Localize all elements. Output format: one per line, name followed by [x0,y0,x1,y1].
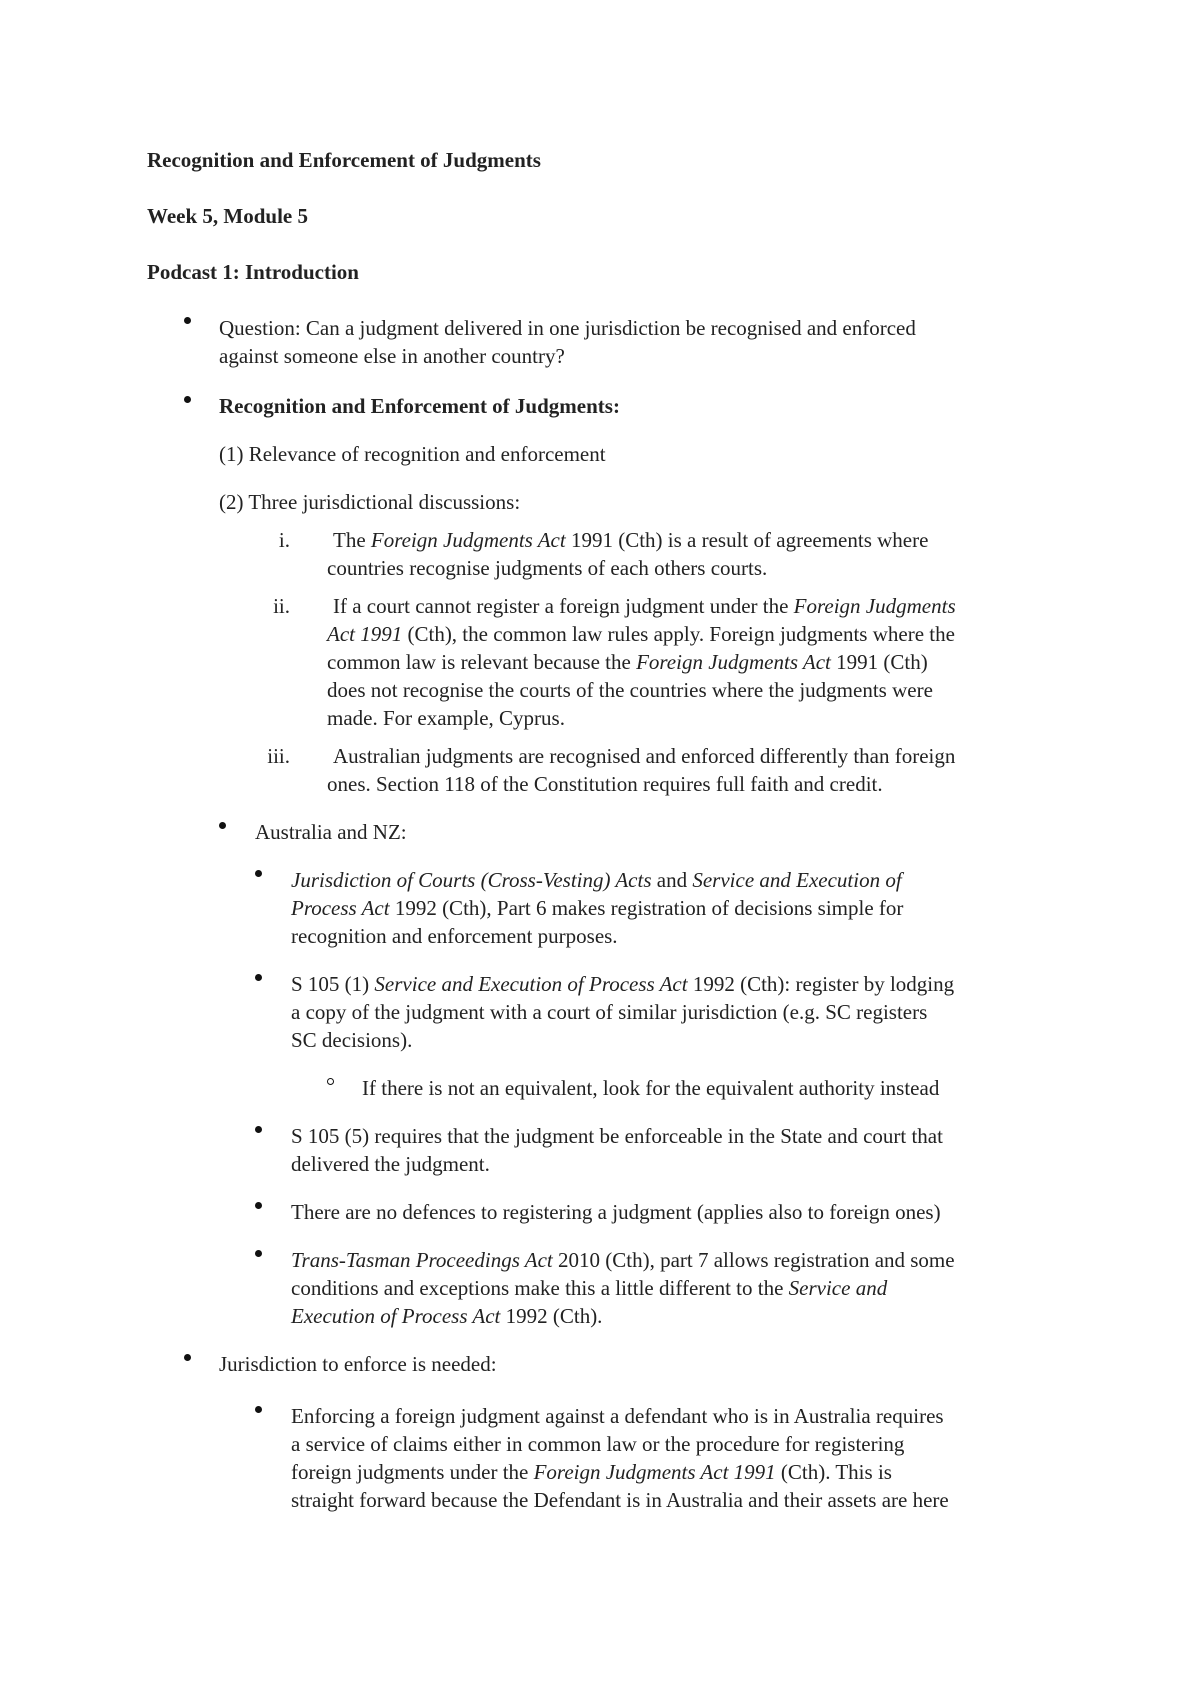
subitem-3-line-2: delivered the judgment. [291,1152,490,1176]
subitem-5-line-2: conditions and exceptions make this a little different to the Service and [291,1276,888,1300]
podcast-heading: Podcast 1: Introduction [147,260,359,284]
bullet-icon [184,1354,191,1361]
subitem-2-line-2: a copy of the judgment with a court of similar jurisdiction (e.g. SC registers [291,1000,928,1024]
subitem-2-line-1: S 105 (1) Service and Execution of Process Act 1992 (Cth): register by lodging [291,972,955,996]
subitem-1-line-1: Jurisdiction of Courts (Cross-Vesting) Acts and Service and Execution of [291,868,902,892]
subitem-2-line-3: SC decisions). [291,1028,413,1052]
bullet-icon [255,1202,262,1209]
bullet-icon [255,1126,262,1133]
roman-item-2-line-5: made. For example, Cyprus. [327,706,565,730]
roman-item-2-line-1: If a court cannot register a foreign judgment under the Foreign Judgments [333,594,956,618]
bullet-icon [255,870,262,877]
aus-nz-heading: Australia and NZ: [255,820,407,844]
point-2: (2) Three jurisdictional discussions: [219,490,521,514]
document-title: Recognition and Enforcement of Judgments [147,148,541,172]
roman-item-2-line-4: does not recognise the courts of the countries where the judgments were [327,678,933,702]
point-1: (1) Relevance of recognition and enforcement [219,442,606,466]
bullet-icon [219,822,226,829]
bullet-icon [255,1250,262,1257]
roman-numeral: ii. [273,594,290,618]
roman-item-2-line-3: common law is relevant because the Foreign Judgments Act 1991 (Cth) [327,650,928,674]
circle-bullet-icon [327,1078,334,1085]
roman-item-1-line-2: countries recognise judgments of each others courts. [327,556,768,580]
subitem-1-line-2: Process Act 1992 (Cth), Part 6 makes registration of decisions simple for [291,896,904,920]
jurisdiction-heading: Jurisdiction to enforce is needed: [219,1352,497,1376]
bullet-icon [255,974,262,981]
roman-item-2-line-2: Act 1991 (Cth), the common law rules apply. Foreign judgments where the [327,622,955,646]
enforce-line-2: a service of claims either in common law or the procedure for registering [291,1432,905,1456]
subitem-5-line-3: Execution of Process Act 1992 (Cth). [291,1304,603,1328]
section-heading: Recognition and Enforcement of Judgments: [219,394,620,418]
question-line-2: against someone else in another country? [219,344,565,368]
roman-item-3-line-1: Australian judgments are recognised and enforced differently than foreign [333,744,956,768]
bullet-icon [255,1406,262,1413]
subitem-5-line-1: Trans-Tasman Proceedings Act 2010 (Cth), part 7 allows registration and some [291,1248,955,1272]
enforce-line-4: straight forward because the Defendant is in Australia and their assets are here [291,1488,949,1512]
roman-item-1-line-1: The Foreign Judgments Act 1991 (Cth) is a result of agreements where [333,528,929,552]
roman-numeral: iii. [267,744,290,768]
subsub-item: If there is not an equivalent, look for the equivalent authority instead [362,1076,940,1100]
roman-numeral: i. [278,528,290,552]
subitem-4-line-1: There are no defences to registering a judgment (applies also to foreign ones) [291,1200,941,1224]
roman-item-3-line-2: ones. Section 118 of the Constitution requires full faith and credit. [327,772,883,796]
bullet-icon [184,317,191,324]
subitem-3-line-1: S 105 (5) requires that the judgment be enforceable in the State and court that [291,1124,943,1148]
module-label: Week 5, Module 5 [147,204,308,228]
enforce-line-1: Enforcing a foreign judgment against a defendant who is in Australia requires [291,1404,944,1428]
subitem-1-line-3: recognition and enforcement purposes. [291,924,618,948]
question-line-1: Question: Can a judgment delivered in one jurisdiction be recognised and enforced [219,316,916,340]
bullet-icon [184,396,191,403]
enforce-line-3: foreign judgments under the Foreign Judgments Act 1991 (Cth). This is [291,1460,892,1484]
